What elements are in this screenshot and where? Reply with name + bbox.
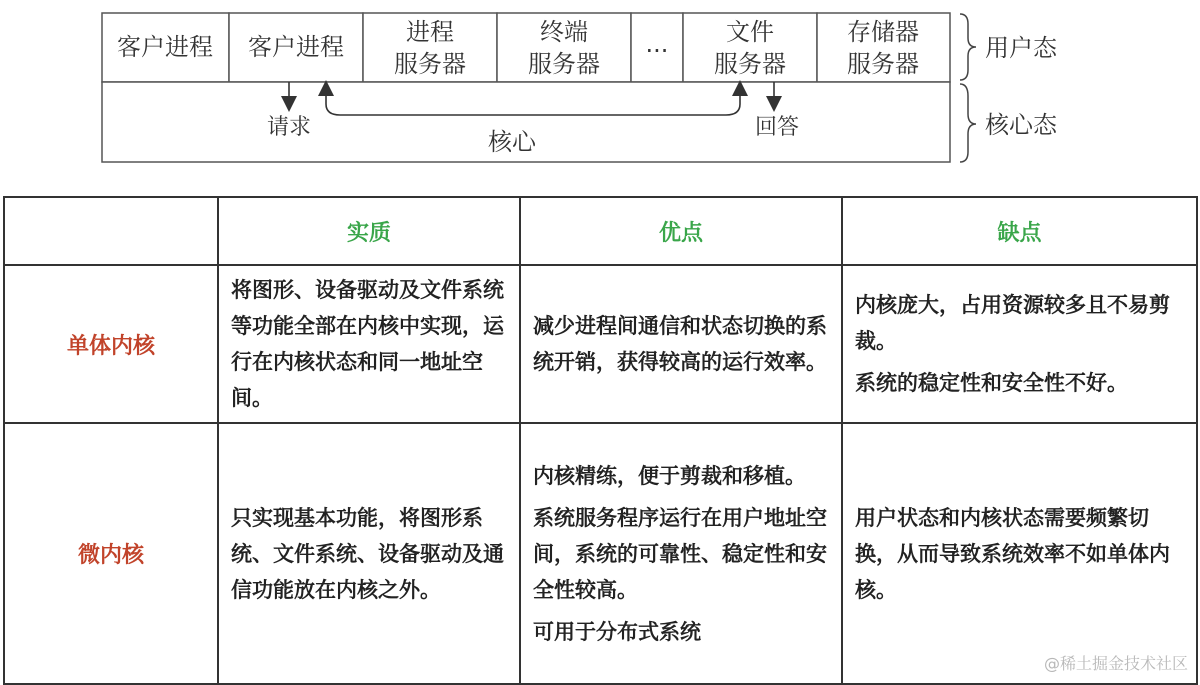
box-label-client-process-2: 客户进程: [248, 33, 344, 61]
box-label-file-server-l2: 服务器: [714, 50, 786, 78]
request-label: 请求: [266, 115, 312, 140]
cell-text: 系统的稳定性和安全性不好。: [855, 371, 1128, 395]
box-label-ellipsis: ...: [645, 30, 669, 58]
cell-text: 系统服务程序运行在用户地址空间，系统的可靠性、稳定性和安全性较高。: [533, 505, 827, 602]
reply-label: 回答: [754, 115, 800, 140]
cell-text: 减少进程间通信和状态切换的系统开销，获得较高的运行效率。: [533, 314, 827, 374]
cell-text: 将图形、设备驱动及文件系统等功能全部在内核中实现，运行在内核状态和同一地址空间。: [231, 278, 504, 410]
box-label-terminal-server-l1: 终端: [540, 18, 588, 46]
row-name-microkernel: 微内核: [4, 423, 218, 684]
cell-text: 只实现基本功能，将图形系统、文件系统、设备驱动及通信功能放在内核之外。: [231, 505, 504, 602]
watermark: @稀土掘金技术社区: [1042, 651, 1190, 674]
header-cons: 缺点: [842, 197, 1197, 265]
cell-text: 用户状态和内核状态需要频繁切换，从而导致系统效率不如单体内核。: [855, 505, 1170, 602]
box-label-process-server-l2: 服务器: [394, 50, 466, 78]
cell-microkernel-essence: [218, 423, 520, 684]
kernel-mode-label: 核心态: [985, 111, 1057, 139]
header-pros: 优点: [520, 197, 842, 265]
box-label-process-server-l1: 进程: [406, 18, 454, 46]
header-essence: 实质: [218, 197, 520, 265]
table-row: [4, 265, 1197, 423]
cell-monolithic-essence: [218, 265, 520, 423]
box-label-storage-server-l1: 存储器: [847, 18, 919, 46]
table-header-row: [4, 197, 1197, 265]
box-label-storage-server-l2: 服务器: [847, 50, 919, 78]
kernel-mode-brace: [960, 84, 976, 162]
kernel-comparison-table: [3, 196, 1198, 685]
cell-microkernel-cons: [842, 423, 1197, 684]
cell-monolithic-pros: [520, 265, 842, 423]
cell-text: 可用于分布式系统: [533, 619, 701, 644]
kernel-label: 核心: [488, 128, 536, 156]
user-mode-brace: [960, 14, 976, 80]
cell-microkernel-pros: [520, 423, 842, 684]
user-mode-label: 用户态: [985, 34, 1057, 62]
box-label-terminal-server-l2: 服务器: [528, 50, 600, 78]
cell-monolithic-cons: [842, 265, 1197, 423]
box-label-client-process-1: 客户进程: [117, 33, 213, 61]
header-empty: [4, 197, 218, 265]
row-name-monolithic: 单体内核: [4, 265, 218, 423]
user-space-row: [102, 13, 950, 82]
cell-text: 内核精练，便于剪裁和移植。: [533, 463, 806, 488]
microkernel-architecture-diagram: [0, 0, 1200, 190]
cell-text: 内核庞大，占用资源较多且不易剪裁。: [855, 293, 1170, 353]
box-label-file-server-l1: 文件: [726, 18, 774, 46]
table-row: [4, 423, 1197, 684]
